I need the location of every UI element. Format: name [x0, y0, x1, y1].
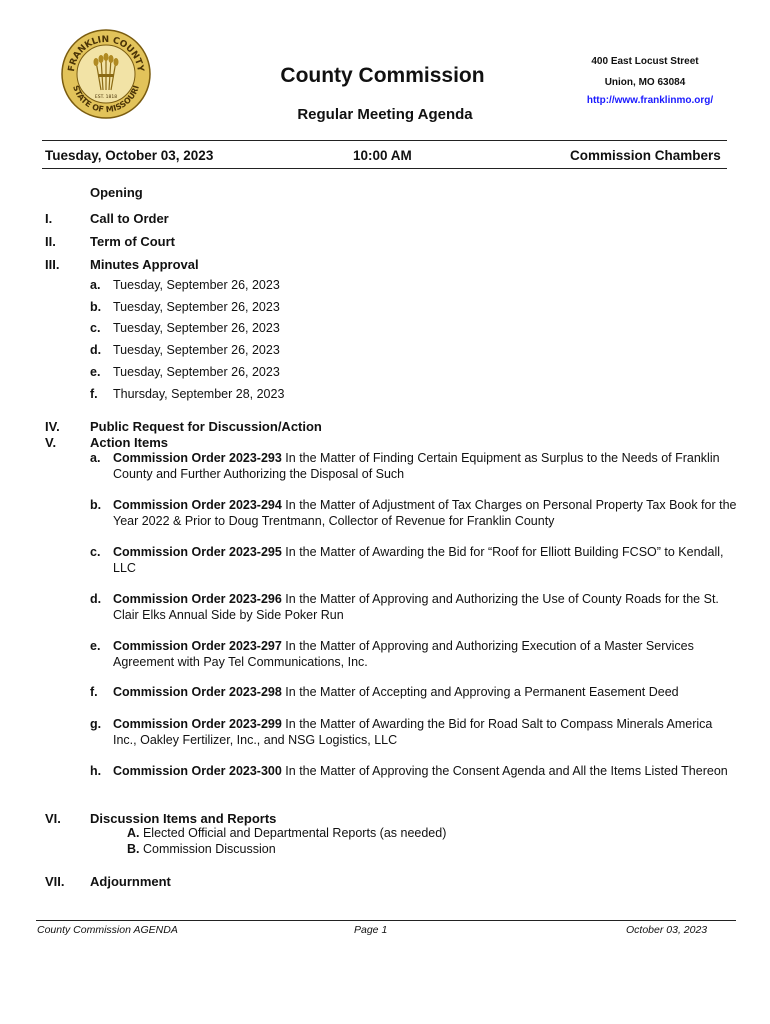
action-letter: b.: [90, 498, 102, 512]
action-letter: h.: [90, 764, 102, 778]
action-letter: f.: [90, 685, 98, 699]
seal-bottom-text: STATE OF MISSOURI: [71, 84, 141, 115]
item-number: II.: [45, 234, 56, 249]
header-divider-top: [42, 140, 727, 141]
action-letter: a.: [90, 451, 101, 465]
item-label: Minutes Approval: [90, 257, 199, 272]
action-letter: c.: [90, 545, 101, 559]
minutes-date: Thursday, September 28, 2023: [113, 387, 285, 401]
action-item: Commission Order 2023-295 In the Matter of Awarding the Bid for “Roof for Elliott Building FCSO” to Kendall, LLC: [113, 545, 724, 575]
item-number: V.: [45, 435, 57, 450]
address-line-2: Union, MO 63084: [604, 77, 686, 88]
action-item: Commission Order 2023-296 In the Matter of Approving and Authorizing the Use of County Roads for the St. Clair Elks Annual Side by Side Poker Run: [113, 592, 719, 622]
minutes-date: Tuesday, September 26, 2023: [113, 300, 280, 314]
footer-date: October 03, 2023: [626, 924, 708, 936]
action-item: Commission Order 2023-298 In the Matter of Accepting and Approving a Permanent Easement Deed: [113, 685, 679, 699]
item-number: VII.: [45, 874, 65, 889]
footer-divider: [36, 920, 736, 921]
action-item: Commission Order 2023-293 In the Matter of Finding Certain Equipment as Surplus to the Needs of Franklin County and Further Authorizing the Disposal of Such: [113, 451, 720, 481]
minutes-date: Tuesday, September 26, 2023: [113, 343, 280, 357]
minutes-letter: b.: [90, 300, 102, 314]
item-label: Action Items: [90, 435, 169, 450]
address-line-1: 400 East Locust Street: [591, 56, 699, 67]
page-title: County Commission: [280, 64, 485, 87]
seal-est-text: EST. 1818: [94, 95, 118, 100]
action-item: Commission Order 2023-299 In the Matter of Awarding the Bid for Road Salt to Compass Minerals America Inc., Oakley Fertilizer, Inc., and NSG Logistics, LLC: [113, 717, 713, 747]
item-label: Public Request for Discussion/Action: [90, 419, 322, 434]
minutes-letter: c.: [90, 321, 101, 335]
meeting-date: Tuesday, October 03, 2023: [45, 148, 214, 163]
item-number: VI.: [45, 811, 61, 826]
seal-top-text: FRANKLIN COUNTY: [67, 34, 145, 73]
page-subtitle: Regular Meeting Agenda: [297, 106, 473, 123]
action-item: Commission Order 2023-294 In the Matter of Adjustment of Tax Charges on Personal Property Tax Book for the Year 2022 & Prior to Doug Trentmann, Collector of Revenue for Franklin County: [113, 498, 737, 528]
item-number: IV.: [45, 419, 60, 434]
action-letter: g.: [90, 717, 102, 731]
meeting-time: 10:00 AM: [353, 148, 412, 163]
item-number: I.: [45, 211, 53, 226]
minutes-date: Tuesday, September 26, 2023: [113, 278, 280, 292]
action-item: Commission Order 2023-300 In the Matter of Approving the Consent Agenda and All the Items Listed Thereon: [113, 764, 728, 778]
item-label: Adjournment: [90, 874, 171, 889]
footer-page-number: Page 1: [354, 924, 388, 936]
website-link[interactable]: http://www.franklinmo.org/: [586, 95, 714, 106]
minutes-date: Tuesday, September 26, 2023: [113, 321, 280, 335]
action-item: Commission Order 2023-297 In the Matter of Approving and Authorizing Execution of a Master Services Agreement with Pay Tel Communications, Inc.: [113, 639, 694, 669]
minutes-date: Tuesday, September 26, 2023: [113, 365, 280, 379]
footer-left: County Commission AGENDA: [37, 924, 178, 936]
meeting-location: Commission Chambers: [570, 148, 721, 163]
item-number: III.: [45, 257, 60, 272]
minutes-letter: a.: [90, 278, 101, 292]
minutes-letter: e.: [90, 365, 101, 379]
item-label: Discussion Items and Reports: [90, 811, 277, 826]
action-letter: e.: [90, 639, 101, 653]
action-letter: d.: [90, 592, 102, 606]
header-divider-bottom: [42, 168, 727, 169]
discussion-item: B. Commission Discussion: [127, 842, 276, 856]
minutes-letter: d.: [90, 343, 102, 357]
discussion-item: A. Elected Official and Departmental Reports (as needed): [127, 826, 447, 840]
minutes-letter: f.: [90, 387, 98, 401]
opening-heading: Opening: [90, 185, 143, 200]
item-label: Call to Order: [90, 211, 169, 226]
item-label: Term of Court: [90, 234, 175, 249]
